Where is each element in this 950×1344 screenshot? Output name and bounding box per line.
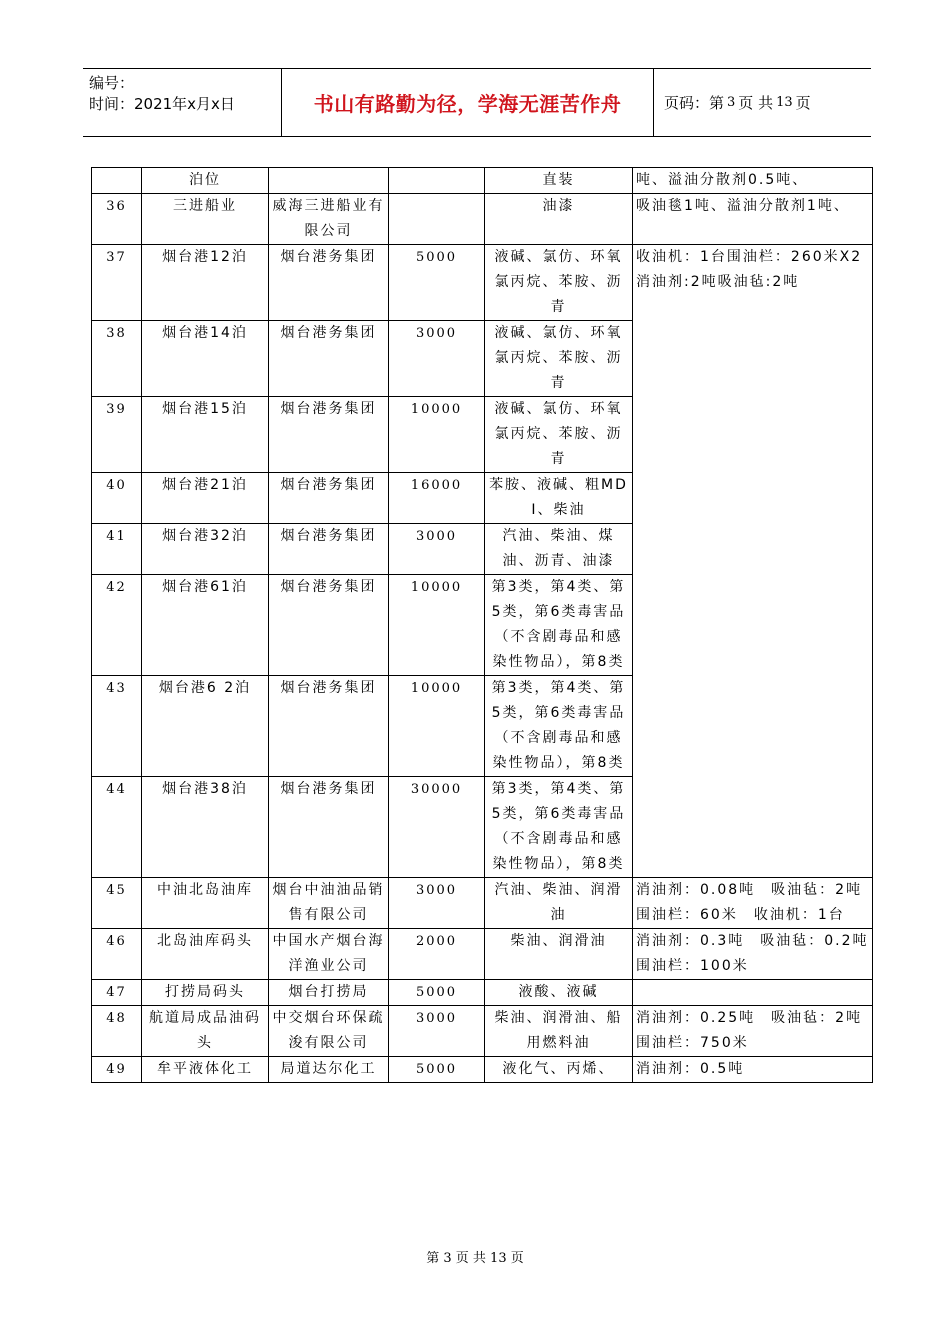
cell-tonnage (389, 194, 485, 245)
table-row (92, 878, 873, 929)
cell-equipment: 吨、溢油分散剂0.5吨、 (633, 168, 873, 194)
header-left-info (83, 69, 281, 136)
cell-cargo: 第3类，第4类、第5类，第6类毒害品（不含剧毒品和感染性物品），第8类 (485, 777, 633, 878)
cell-equipment: 消油剂：0.08吨 吸油毡：2吨围油栏：60米 收油机：1台 (633, 878, 873, 929)
header-motto: 书山有路勤为径，学海无涯苦作舟 (281, 69, 654, 136)
cell-company: 烟台港务集团 (269, 777, 389, 878)
cell-tonnage: 2000 (389, 929, 485, 980)
berth-table (91, 167, 873, 1083)
page-end-label: 页 (795, 94, 811, 112)
cell-cargo: 第3类，第4类、第5类，第6类毒害品（不含剧毒品和感染性物品），第8类 (485, 676, 633, 777)
page-header (83, 68, 871, 137)
cell-berth: 打捞局码头 (142, 980, 269, 1006)
page-footer: 第 3 页 共 13 页 (426, 1251, 524, 1266)
cell-index: 42 (92, 575, 142, 676)
cell-tonnage: 30000 (389, 777, 485, 878)
cell-index: 37 (92, 245, 142, 321)
cell-company: 局道达尔化工 (269, 1057, 389, 1083)
cell-tonnage: 10000 (389, 676, 485, 777)
cell-index: 47 (92, 980, 142, 1006)
cell-equipment: 吸油毯1吨、溢油分散剂1吨、 (633, 194, 873, 245)
cell-cargo: 第3类，第4类、第5类，第6类毒害品（不含剧毒品和感染性物品），第8类 (485, 575, 633, 676)
doc-number-label: 编号： (89, 74, 135, 92)
cell-berth: 烟台港32泊 (142, 524, 269, 575)
cell-berth: 北岛油库码头 (142, 929, 269, 980)
header-page-indicator (654, 69, 871, 136)
table-row (92, 194, 873, 245)
cell-berth: 牟平液体化工 (142, 1057, 269, 1083)
cell-company: 烟台港务集团 (269, 245, 389, 321)
table-row (92, 1006, 873, 1057)
table-row (92, 168, 873, 194)
cell-berth: 烟台港61泊 (142, 575, 269, 676)
cell-tonnage: 3000 (389, 1006, 485, 1057)
cell-index: 48 (92, 1006, 142, 1057)
cell-company: 烟台中油油品销售有限公司 (269, 878, 389, 929)
cell-company: 烟台港务集团 (269, 575, 389, 676)
cell-cargo: 柴油、润滑油、船用燃料油 (485, 1006, 633, 1057)
cell-equipment (633, 980, 873, 1006)
cell-tonnage: 5000 (389, 1057, 485, 1083)
table-row (92, 245, 873, 321)
cell-index: 43 (92, 676, 142, 777)
cell-index: 39 (92, 397, 142, 473)
cell-tonnage: 3000 (389, 878, 485, 929)
table-row (92, 980, 873, 1006)
page-number: 3 (727, 95, 736, 110)
cell-company: 烟台港务集团 (269, 676, 389, 777)
cell-cargo: 液碱、氯仿、环氧氯丙烷、苯胺、沥青 (485, 245, 633, 321)
cell-cargo: 液酸、液碱 (485, 980, 633, 1006)
page-total: 13 (776, 95, 793, 110)
cell-tonnage: 5000 (389, 245, 485, 321)
cell-tonnage: 10000 (389, 397, 485, 473)
page-mid-label: 页 共 (738, 94, 774, 112)
cell-berth: 航道局成品油码头 (142, 1006, 269, 1057)
cell-cargo: 油漆 (485, 194, 633, 245)
cell-index: 45 (92, 878, 142, 929)
cell-index (92, 168, 142, 194)
cell-company: 烟台打捞局 (269, 980, 389, 1006)
table-row (92, 1057, 873, 1083)
cell-berth: 烟台港6 2泊 (142, 676, 269, 777)
cell-equipment: 消油剂：0.3吨 吸油毡：0.2吨围油栏：100米 (633, 929, 873, 980)
cell-cargo: 液碱、氯仿、环氧氯丙烷、苯胺、沥青 (485, 321, 633, 397)
cell-equipment: 消油剂：0.5吨 (633, 1057, 873, 1083)
cell-berth: 泊位 (142, 168, 269, 194)
cell-berth: 三进船业 (142, 194, 269, 245)
cell-berth: 中油北岛油库 (142, 878, 269, 929)
cell-cargo: 汽油、柴油、润滑油 (485, 878, 633, 929)
doc-date: 时间：2021年x月x日 (89, 95, 235, 113)
cell-berth: 烟台港12泊 (142, 245, 269, 321)
cell-tonnage: 5000 (389, 980, 485, 1006)
cell-cargo: 直装 (485, 168, 633, 194)
cell-tonnage: 10000 (389, 575, 485, 676)
cell-company: 烟台港务集团 (269, 397, 389, 473)
cell-index: 41 (92, 524, 142, 575)
cell-index: 36 (92, 194, 142, 245)
cell-index: 40 (92, 473, 142, 524)
cell-equipment: 收油机：1台围油栏：260米X2消油剂:2吨吸油毡:2吨 (633, 245, 873, 878)
cell-company: 烟台港务集团 (269, 473, 389, 524)
cell-company: 烟台港务集团 (269, 524, 389, 575)
cell-index: 44 (92, 777, 142, 878)
cell-company: 中国水产烟台海洋渔业公司 (269, 929, 389, 980)
cell-berth: 烟台港15泊 (142, 397, 269, 473)
cell-company: 威海三进船业有限公司 (269, 194, 389, 245)
table-row (92, 929, 873, 980)
cell-company (269, 168, 389, 194)
cell-cargo: 苯胺、液碱、粗MDI、柴油 (485, 473, 633, 524)
cell-tonnage (389, 168, 485, 194)
cell-tonnage: 3000 (389, 321, 485, 397)
cell-company: 烟台港务集团 (269, 321, 389, 397)
cell-cargo: 柴油、润滑油 (485, 929, 633, 980)
cell-cargo: 液碱、氯仿、环氧氯丙烷、苯胺、沥青 (485, 397, 633, 473)
cell-berth: 烟台港14泊 (142, 321, 269, 397)
page-label: 页码：第 (664, 94, 725, 112)
cell-index: 49 (92, 1057, 142, 1083)
cell-berth: 烟台港21泊 (142, 473, 269, 524)
cell-equipment: 消油剂：0.25吨 吸油毡：2吨围油栏：750米 (633, 1006, 873, 1057)
cell-berth: 烟台港38泊 (142, 777, 269, 878)
cell-company: 中交烟台环保疏浚有限公司 (269, 1006, 389, 1057)
cell-cargo: 汽油、柴油、煤油、沥青、油漆 (485, 524, 633, 575)
cell-tonnage: 16000 (389, 473, 485, 524)
cell-index: 46 (92, 929, 142, 980)
cell-cargo: 液化气、丙烯、 (485, 1057, 633, 1083)
cell-index: 38 (92, 321, 142, 397)
cell-tonnage: 3000 (389, 524, 485, 575)
